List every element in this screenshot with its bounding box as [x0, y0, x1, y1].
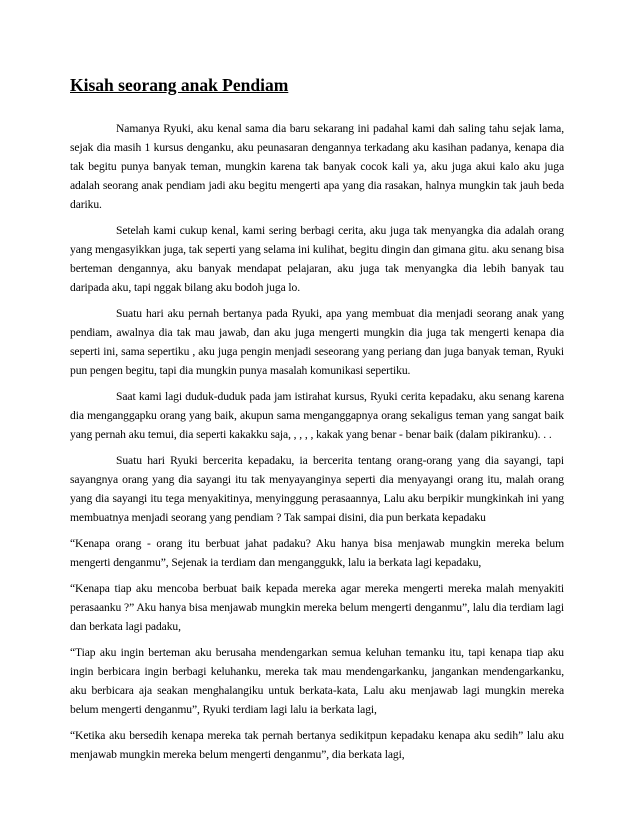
dialogue-paragraph-3: “Tiap aku ingin berteman aku berusaha mendengarkan semua keluhan temanku itu, tapi kenapa tiap aku ingin berbicara ingin berbagi keluhanku, mereka tak mau mendengarkanku, jangankan mendengarkanku, aku berbicara aja seakan menghalangiku untuk berkata-kata, Lalu aku menjawab lagi mungkin mereka belum mengerti denganmu”, Ryuki terdiam lagi lalu ia berkata lagi,	[70, 646, 564, 716]
document-page	[70, 74, 564, 771]
paragraph-5: Suatu hari Ryuki bercerita kepadaku, ia bercerita tentang orang-orang yang dia sayangi, tapi sayangnya orang yang dia sayangi itu tak menyayanginya seperti dia menyayangi orang itu, malah orang yang dia sayangi itu tega menyakitinya, menyinggung perasaannya, Lalu aku berpikir mungkinkah ini yang membuatnya menjadi seorang yang pendiam ? Tak sampai disini, dia pun berkata kepadaku	[70, 454, 564, 524]
paragraph-4: Saat kami lagi duduk-duduk pada jam istirahat kursus, Ryuki cerita kepadaku, aku senang karena dia menganggapku orang yang baik, akupun sama menganggapnya orang sekaligus teman yang sangat baik yang pernah aku temui, dia seperti kakakku saja, , , , , kakak yang benar - benar baik (dalam pikiranku). . .	[70, 390, 564, 441]
document-title: Kisah seorang anak Pendiam	[70, 75, 289, 95]
paragraph-3: Suatu hari aku pernah bertanya pada Ryuki, apa yang membuat dia menjadi seorang anak yang pendiam, awalnya dia tak mau jawab, dan aku juga mengerti mungkin dia juga tak mengerti kenapa dia seperti ini, sama sepertiku , aku juga pengin menjadi seseorang yang periang dan juga banyak teman, Ryuki pun pengen begitu, tapi dia mungkin punya masalah komunikasi sepertiku.	[70, 307, 564, 377]
dialogue-paragraph-4: “Ketika aku bersedih kenapa mereka tak pernah bertanya sedikitpun kepadaku kenapa aku sedih” lalu aku menjawab mungkin mereka belum mengerti denganmu”, dia berkata lagi,	[70, 729, 564, 761]
dialogue-paragraph-2: “Kenapa tiap aku mencoba berbuat baik kepada mereka agar mereka mengerti mereka malah menyakiti perasaanku ?” Aku hanya bisa menjawab mungkin mereka belum mengerti denganmu”, lalu dia terdiam lagi dan berkata lagi padaku,	[70, 582, 564, 633]
paragraph-1: Namanya Ryuki, aku kenal sama dia baru sekarang ini padahal kami dah saling tahu sejak lama, sejak dia masih 1 kursus denganku, aku peunasaran dengannya terkadang aku kasihan padanya, kenapa dia tak begitu punya banyak teman, mungkin karena tak banyak cocok kali ya, aku juga akui kalo aku juga adalah seorang anak pendiam jadi aku begitu mengerti apa yang dia rasakan, halnya mungkin tak jauh beda dariku.	[70, 122, 564, 211]
paragraph-2: Setelah kami cukup kenal, kami sering berbagi cerita, aku juga tak menyangka dia adalah orang yang mengasyikkan juga, tak seperti yang selama ini kulihat, begitu dingin dan gimana gitu. aku senang bisa berteman dengannya, aku banyak mendapat pelajaran, aku juga tak menyangka dia lebih banyak tau daripada aku, tapi nggak bilang aku bodoh juga lo.	[70, 224, 564, 294]
dialogue-paragraph-1: “Kenapa orang - orang itu berbuat jahat padaku? Aku hanya bisa menjawab mungkin mereka belum mengerti denganmu”, Sejenak ia terdiam dan menganggukk, lalu ia berkata lagi kepadaku,	[70, 537, 564, 569]
